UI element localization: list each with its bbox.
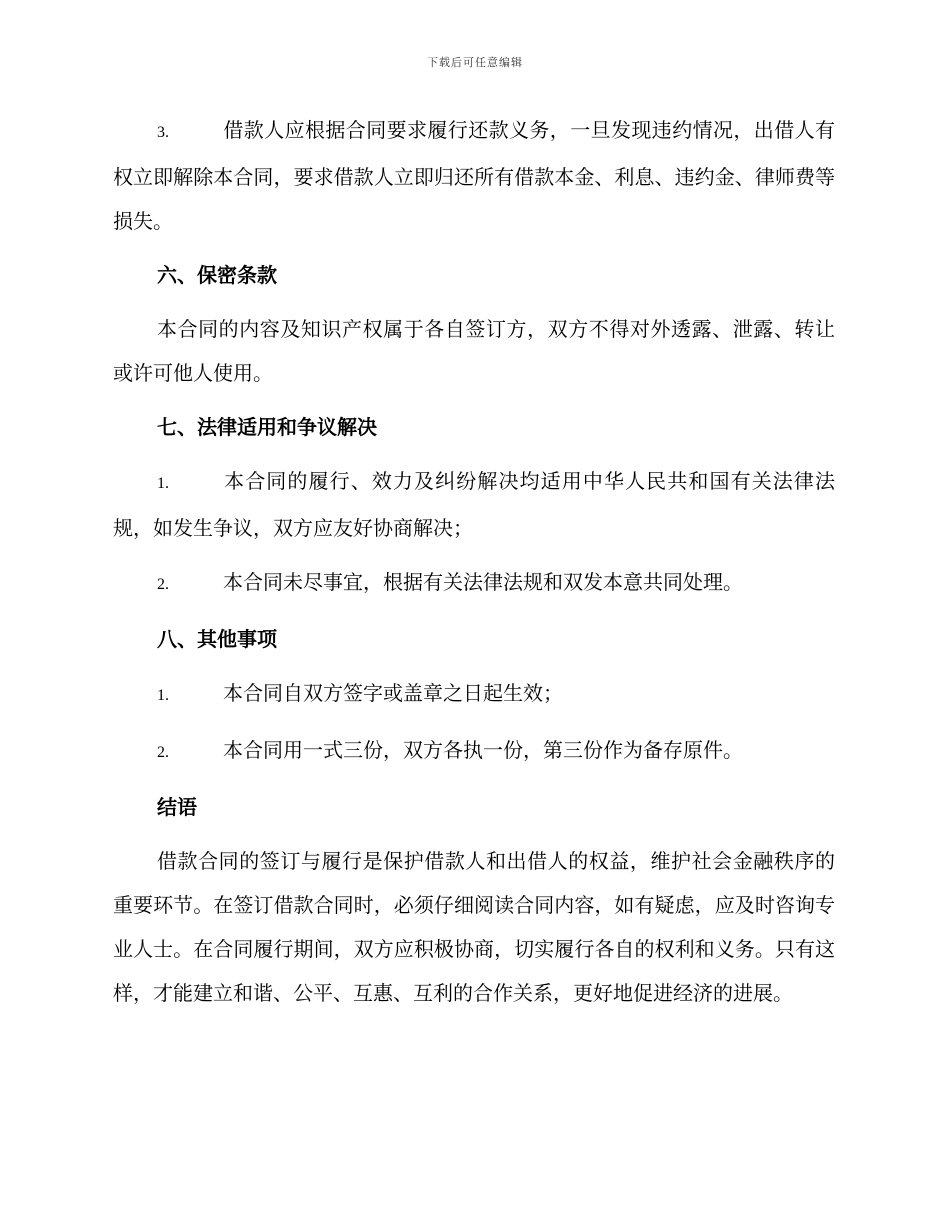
item-text: 本合同未尽事宜，根据有关法律法规和双发本意共同处理。	[223, 570, 743, 594]
document-body	[113, 108, 835, 1025]
item-text: 本合同的履行、效力及纠纷解决均适用中华人民共和国有关法律法规，如发生争议，双方应友好协商解决；	[113, 469, 835, 540]
paragraph: 本合同的内容及知识产权属于各自签订方，双方不得对外透露、泄露、转让或许可他人使用。	[113, 317, 835, 385]
item-number: 1.	[157, 475, 169, 492]
item-number: 3.	[157, 124, 169, 141]
section-heading: 六、保密条款	[157, 263, 277, 287]
section-heading: 结语	[157, 795, 197, 819]
paragraph: 借款合同的签订与履行是保护借款人和出借人的权益，维护社会金融秩序的重要环节。在签订借款合同时，必须仔细阅读合同内容，如有疑虑，应及时咨询专业人士。在合同履行期间，双方应积极协商，切实履行各自的权利和义务。只有这样，才能建立和谐、公平、互惠、互利的合作关系，更好地促进经济的进展。	[113, 849, 835, 1005]
list-item	[113, 560, 835, 607]
item-text: 借款人应根据合同要求履行还款义务，一旦发现违约情况，出借人有权立即解除本合同，要求借款人立即归还所有借款本金、利息、违约金、律师费等损失。	[113, 118, 835, 233]
page-header: 下载后可任意编辑	[427, 56, 523, 69]
list-item	[113, 671, 835, 718]
item-text: 本合同自双方签字或盖章之日起生效；	[223, 681, 563, 705]
list-item	[113, 108, 835, 243]
item-text: 本合同用一式三份，双方各执一份，第三份作为备存原件。	[223, 738, 743, 762]
list-item	[113, 728, 835, 775]
section-heading: 八、其他事项	[157, 627, 277, 651]
item-number: 1.	[157, 687, 169, 704]
item-number: 2.	[157, 576, 169, 593]
section-heading: 七、法律适用和争议解决	[157, 415, 377, 439]
list-item	[113, 459, 835, 550]
item-number: 2.	[157, 744, 169, 761]
